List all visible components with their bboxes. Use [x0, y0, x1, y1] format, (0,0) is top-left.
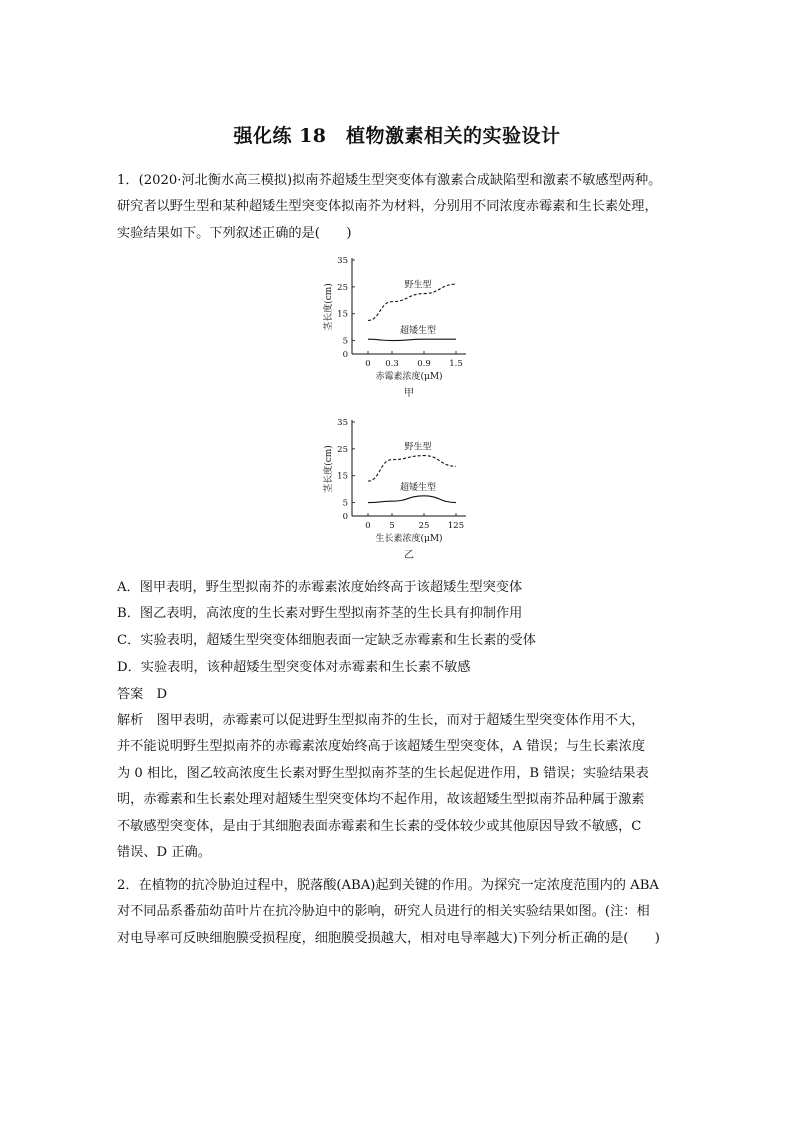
y-tick-label: 5: [342, 336, 348, 347]
chart-yi: [310, 412, 480, 565]
option-b: B．图乙表明，高浓度的生长素对野生型拟南芥茎的生长具有抑制作用: [117, 606, 523, 621]
y-axis-label: 茎长度(cm): [324, 445, 334, 493]
analysis-line: 明，赤霉素和生长素处理对超矮生型突变体均不起作用，故该超矮生型拟南芥品种属于激素: [117, 792, 645, 808]
question-1-line: 实验结果如下。下列叙述正确的是( ): [117, 225, 352, 241]
chart-caption: 乙: [404, 550, 414, 561]
x-tick-label: 0: [365, 359, 371, 369]
page-title: 强化练 18 植物激素相关的实验设计: [233, 125, 561, 147]
series-label: 野生型: [404, 280, 432, 291]
series-line-dwarf: [368, 339, 456, 340]
question-2-line: 2．在植物的抗冷胁迫过程中，脱落酸(ABA)起到关键的作用。为探究一定浓度范围内的 ABA: [117, 878, 659, 893]
y-tick-label: 15: [337, 309, 348, 320]
question-2-line: 对不同品系番茄幼苗叶片在抗冷胁迫中的影响，研究人员进行的相关实验结果如图。(注：相: [117, 904, 650, 920]
y-tick-label: 0: [342, 350, 348, 360]
y-tick-label: 5: [342, 498, 348, 509]
series-line-dwarf: [368, 496, 456, 503]
analysis-line: 并不能说明野生型拟南芥的赤霉素浓度始终高于该超矮生型突变体，A 错误；与生长素浓度: [117, 739, 646, 755]
analysis-line: 解析 图甲表明，赤霉素可以促进野生型拟南芥的生长，而对于超矮生型突变体作用不大，: [117, 713, 645, 728]
x-tick-label: 0.3: [385, 359, 399, 369]
chart-caption: 甲: [404, 388, 414, 399]
option-a: A．图甲表明，野生型拟南芥的赤霉素浓度始终高于该超矮生型突变体: [117, 580, 523, 595]
x-tick-label: 0: [365, 521, 371, 531]
question-1-line: 1．(2020·河北衡水高三模拟)拟南芥超矮生型突变体有激素合成缺陷型和激素不敏感型两种。: [117, 173, 662, 188]
option-c: C．实验表明，超矮生型突变体细胞表面一定缺乏赤霉素和生长素的受体: [117, 633, 536, 648]
answer: 答案 D: [117, 687, 168, 702]
question-2-stem: [117, 873, 683, 952]
x-tick-label: 0.9: [417, 359, 431, 369]
x-axis-label: 生长素浓度(μM): [375, 534, 443, 544]
x-tick-label: 25: [418, 521, 430, 531]
y-tick-label: 25: [337, 282, 348, 293]
y-tick-label: 0: [342, 512, 348, 522]
series-label: 野生型: [404, 442, 432, 453]
x-axis-label: 赤霉素浓度(μM): [375, 372, 443, 382]
analysis-line: 错误、D 正确。: [117, 845, 211, 861]
analysis-line: 为 0 相比，图乙较高浓度生长素对野生型拟南芥茎的生长起促进作用，B 错误；实验结果表: [117, 765, 649, 781]
y-tick-label: 35: [337, 418, 348, 428]
chart-jia: [310, 250, 480, 400]
analysis-line: 不敏感型突变体，是由于其细胞表面赤霉素和生长素的受体较少或其他原因导致不敏感，C: [117, 818, 642, 834]
question-2-line: 对电导率可反映细胞膜受损程度，细胞膜受损越大，相对电导率越大)下列分析正确的是( ): [117, 930, 660, 946]
option-d: D．实验表明，该种超矮生型突变体对赤霉素和生长素不敏感: [117, 660, 471, 675]
analysis: [117, 708, 683, 866]
y-tick-label: 35: [337, 256, 348, 266]
series-line-wild-type: [368, 456, 456, 482]
question-1-line: 研究者以野生型和某种超矮生型突变体拟南芥为材料，分别用不同浓度赤霉素和生长素处理，: [117, 199, 658, 215]
question-1-stem: [117, 168, 683, 247]
y-tick-label: 15: [337, 471, 348, 482]
y-tick-label: 25: [337, 444, 348, 455]
series-label: 超矮生型: [399, 326, 437, 337]
series-label: 超矮生型: [399, 482, 437, 493]
x-tick-label: 1.5: [449, 359, 463, 369]
x-tick-label: 125: [447, 521, 465, 531]
x-tick-label: 5: [389, 521, 395, 531]
y-axis-label: 茎长度(cm): [324, 283, 334, 331]
